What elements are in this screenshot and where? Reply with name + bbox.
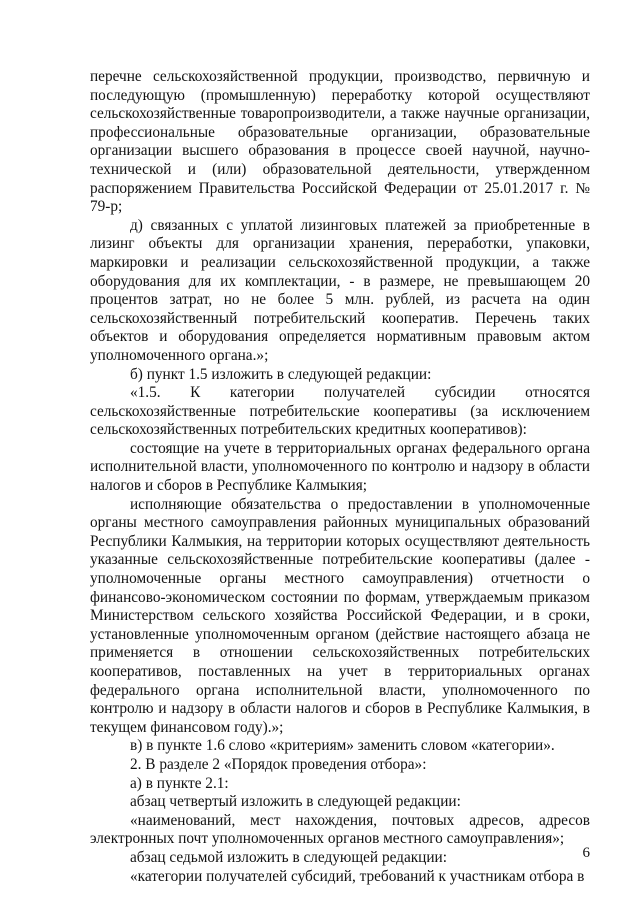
paragraph: а) в пункте 2.1: [130, 774, 229, 792]
paragraph: абзац четвертый изложить в следующей редакции: [130, 793, 461, 811]
paragraph: б) пункт 1.5 изложить в следующей редакции: [130, 365, 432, 383]
paragraph: в) в пункте 1.6 слово «критериям» заменить словом «категории». [130, 737, 555, 755]
paragraph: «наименований, мест нахождения, почтовых адресов, адресов электронных почт уполномоченных органов местного самоуправления»; [90, 811, 590, 848]
paragraph: перечне сельскохозяйственной продукции, производство, первичную и последующую (промышленную) переработку которой осуществляют сельскохозяйственные товаропроизводители, а также научные организации, профессиональные образовательные организации, образовательные организации высшего образования в процессе своей научной, научно-технической и (или) образовательной деятельности, утвержденном распоряжением Правительства Российской Федерации от 25.01.2017 г. № 79-р; [90, 68, 590, 216]
paragraph: исполняющие обязательства о предоставлении в уполномоченные органы местного самоуправления районных муниципальных образований Республики Калмыкия, на территории которых осуществляют деятельность указанные сельскохозяйственные потребительские кооперативы (далее - уполномоченные органы местного самоуправления) отчетности о финансово-экономическом состоянии по формам, утверждаемым приказом Министерством сельского хозяйства Российской Федерации, и в сроки, установленные уполномоченным органом (действие настоящего абзаца не применяется в отношении сельскохозяйственных потребительских кооперативов, поставленных на учет в территориальных органах федерального органа исполнительной власти, уполномоченного по контролю и надзору в области налогов и сборов в Республике Калмыкия, в текущем финансовом году).»; [90, 495, 590, 736]
paragraph: абзац седьмой изложить в следующей редакции: [130, 848, 447, 866]
paragraph: д) связанных с уплатой лизинговых платежей за приобретенные в лизинг объекты для организации хранения, переработки, упаковки, маркировки и реализации сельскохозяйственной продукции, а также оборудования для их комплектации, - в размере, не превышающем 20 процентов затрат, но не более 5 млн. рублей, из расчета на один сельскохозяйственный потребительский кооператив. Перечень таких объектов и оборудования определяется нормативным правовым актом уполномоченного органа.»; [90, 216, 590, 364]
paragraph: «1.5. К категории получателей субсидии относятся сельскохозяйственные потребительские кооперативы (за исключением сельскохозяйственных потребительских кредитных кооперативов): [90, 384, 590, 439]
paragraph: «категории получателей субсидий, требований к участникам отбора в [130, 867, 585, 885]
page-number: 6 [582, 845, 590, 861]
paragraph: состоящие на учете в территориальных органах федерального органа исполнительной власти, уполномоченного по контролю и надзору в области налогов и сборов в Республике Калмыкия; [90, 439, 590, 495]
document-body [90, 68, 590, 886]
paragraph: 2. В разделе 2 «Порядок проведения отбора»: [130, 755, 427, 773]
